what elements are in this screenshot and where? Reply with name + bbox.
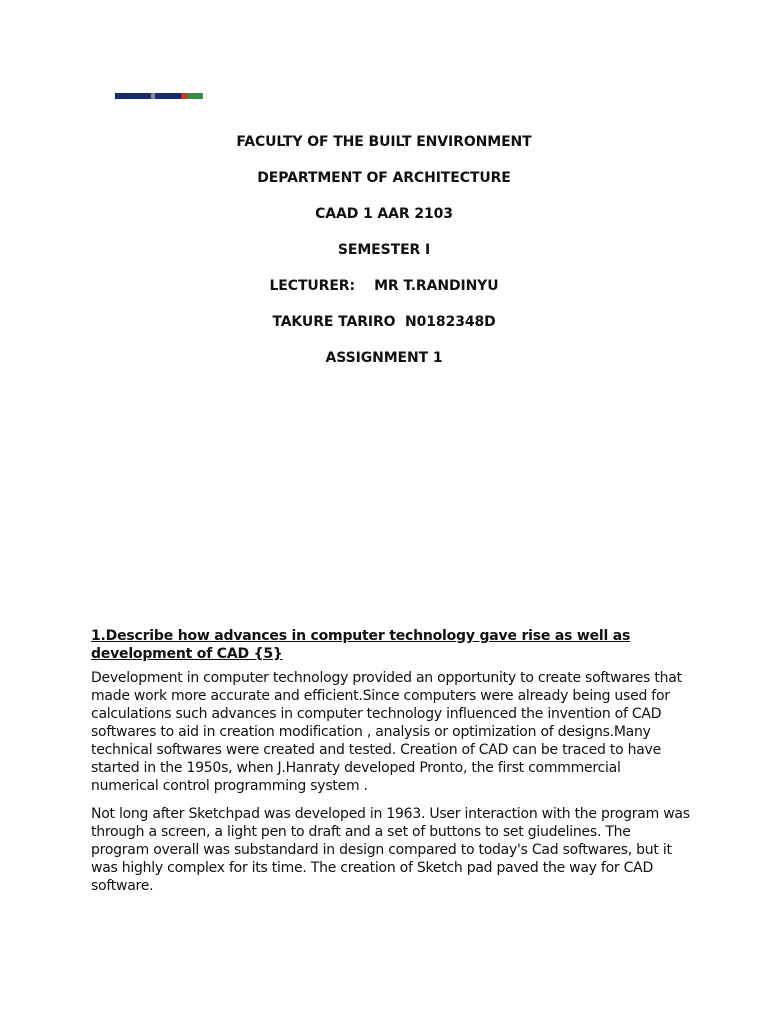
body-paragraph: Development in computer technology provided an opportunity to create softwares that made work more accurate and efficient.Since computers were already being used for calculations such advances in computer technology influenced the invention of CAD softwares to aid in creation modification , analysis or optimization of designs.Many technical softwares were created and tested. Creation of CAD can be traced to have started in the 1950s, when J.Hanraty developed Pronto, the first commmercial numerical control programming system . (91, 670, 682, 794)
assignment-body (91, 627, 691, 905)
cover-page (0, 132, 768, 384)
lecturer-label: LECTURER: MR T.RANDINYU (269, 278, 499, 294)
logo-segment (115, 93, 151, 99)
faculty-heading: FACULTY OF THE BUILT ENVIRONMENT (236, 134, 532, 150)
student-label: TAKURE TARIRO N0182348D (272, 314, 496, 330)
university-logo-stripe (115, 93, 203, 99)
body-paragraph: Not long after Sketchpad was developed in 1963. User interaction with the program was through a screen, a light pen to draft and a set of buttons to set giudelines. The program overall was substandard in design compared to today's Cad softwares, but it was highly complex for its time. The creation of Sketch pad paved the way for CAD software. (91, 806, 690, 894)
course-code: CAAD 1 AAR 2103 (315, 206, 453, 222)
department-heading: DEPARTMENT OF ARCHITECTURE (257, 170, 511, 186)
semester-label: SEMESTER I (337, 242, 431, 258)
logo-segment (155, 93, 181, 99)
assignment-label: ASSIGNMENT 1 (325, 350, 443, 366)
logo-segment (187, 93, 203, 99)
question-heading: 1.Describe how advances in computer technology gave rise as well as development of CAD {5} (91, 628, 631, 662)
